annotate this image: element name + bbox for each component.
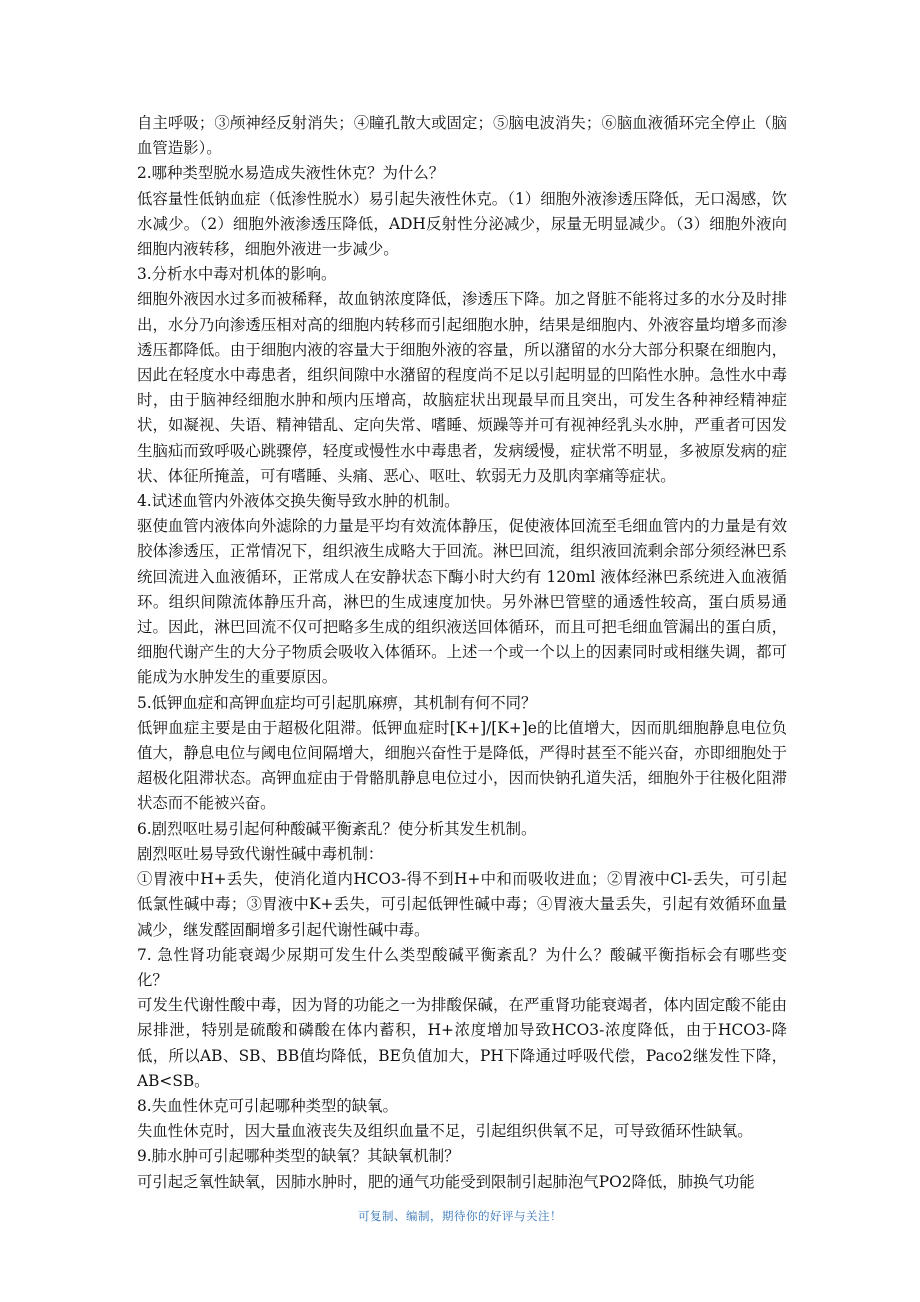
- question-heading: 8.失血性休克可引起哪种类型的缺氧。: [137, 1096, 398, 1115]
- answer-paragraph: 细胞外液因水过多而被稀释，故血钠浓度降低，渗透压下降。加之肾脏不能将过多的水分及时排出，水分乃向渗透压相对高的细胞内转移而引起细胞水肿，结果是细胞内、外液容量均增多而渗透压都降低。由于细胞内液的容量大于细胞外液的容量，所以潴留的水分大部分积聚在细胞内，因此在轻度水中毒患者，组织间隙中水潴留的程度尚不足以引起明显的凹陷性水肿。急性水中毒时，由于脑神经细胞水肿和颅内压增高，故脑症状出现最早而且突出，可发生各种神经精神症状，如凝视、失语、精神错乱、定向失常、嗜睡、烦躁等并可有视神经乳头水肿，严重者可因发生脑疝而致呼吸心跳骤停，轻度或慢性水中毒患者，发病缓慢，症状常不明显，多被原发病的症状、体征所掩盖，可有嗜睡、头痛、恶心、呕吐、软弱无力及肌肉挛痛等症状。: [137, 290, 787, 485]
- question-heading: 9.肺水肿可引起哪种类型的缺氧？其缺氧机制？: [137, 1147, 460, 1166]
- answer-paragraph: 剧烈呕吐易导致代谢性碱中毒机制：: [137, 844, 384, 863]
- answer-paragraph: 低钾血症主要是由于超极化阻滞。低钾血症时[K+]/[K+]e的比值增大，因而肌细胞静息电位负值大，静息电位与阈电位间隔增大，细胞兴奋性于是降低，严得时甚至不能兴奋，亦即细胞处于超极化阻滞状态。高钾血症由于骨骼肌静息电位过小，因而快钠孔道失活，细胞外于往极化阻滞状态而不能被兴奋。: [137, 718, 787, 813]
- answer-paragraph: 可发生代谢性酸中毒，因为肾的功能之一为排酸保碱，在严重肾功能衰竭者，体内固定酸不能由尿排泄，特别是硫酸和磷酸在体内蓄积，H+浓度增加导致HCO3-浓度降低，由于HCO3-降低，所以AB、SB、BB值均降低，BE负值加大，PH下降通过呼吸代偿，Paco2继发性下降，AB<SB。: [137, 996, 787, 1090]
- page-footer: 可复制、编制，期待你的好评与关注！: [358, 1209, 562, 1223]
- answer-paragraph: 自主呼吸；③颅神经反射消失；④瞳孔散大或固定；⑤脑电波消失；⑥脑血液循环完全停止（脑血管造影）。: [137, 114, 787, 158]
- document-body: [137, 111, 787, 1195]
- question-heading: 5.低钾血症和高钾血症均可引起肌麻痹，其机制有何不同？: [137, 693, 537, 712]
- question-heading: 4.试述血管内外液体交换失衡导致水肿的机制。: [137, 492, 460, 511]
- question-heading: 6.剧烈呕吐易引起何种酸碱平衡紊乱？使分析其发生机制。: [137, 819, 537, 838]
- question-heading: 7. 急性肾功能衰竭少尿期可发生什么类型酸碱平衡紊乱？为什么？酸碱平衡指标会有哪些变化？: [137, 945, 787, 989]
- answer-paragraph: 驱使血管内液体向外滤除的力量是平均有效流体静压，促使液体回流至毛细血管内的力量是有效胶体渗透压，正常情况下，组织液生成略大于回流。淋巴回流，组织液回流剩余部分须经淋巴系统回流进入血液循环，正常成人在安静状态下酶小时大约有 120ml 液体经淋巴系统进入血液循环。组织间隙流体静压升高，淋巴的生成速度加快。另外淋巴管壁的通透性较高，蛋白质易通过。因此，淋巴回流不仅可把略多生成的组织液送回体循环，而且可把毛细血管漏出的蛋白质，细胞代谢产生的大分子物质会吸收入体循环。上述一个或一个以上的因素同时或相继失调，都可能成为水肿发生的重要原因。: [137, 517, 787, 687]
- answer-paragraph: ①胃液中H+丢失，使消化道内HCO3-得不到H+中和而吸收进血；②胃液中Cl-丢失，可引起低氯性碱中毒；③胃液中K+丢失，可引起低钾性碱中毒；④胃液大量丢失，引起有效循环血量减少，继发醛固酮增多引起代谢性碱中毒。: [137, 870, 787, 939]
- question-heading: 3.分析水中毒对机体的影响。: [137, 265, 337, 284]
- answer-paragraph: 可引起乏氧性缺氧，因肺水肿时，肥的通气功能受到限制引起肺泡气PO2降低，肺换气功能: [137, 1172, 755, 1191]
- answer-paragraph: 低容量性低钠血症（低渗性脱水）易引起失液性休克。（1）细胞外液渗透压降低，无口渴感，饮水减少。（2）细胞外液渗透压降低，ADH反射性分泌减少，尿量无明显减少。（3）细胞外液向细胞内液转移，细胞外液进一步减少。: [137, 189, 787, 259]
- answer-paragraph: 失血性休克时，因大量血液丧失及组织血量不足，引起组织供氧不足，可导致循环性缺氧。: [137, 1122, 753, 1141]
- question-heading: 2.哪种类型脱水易造成失液性休克？为什么？: [137, 164, 445, 183]
